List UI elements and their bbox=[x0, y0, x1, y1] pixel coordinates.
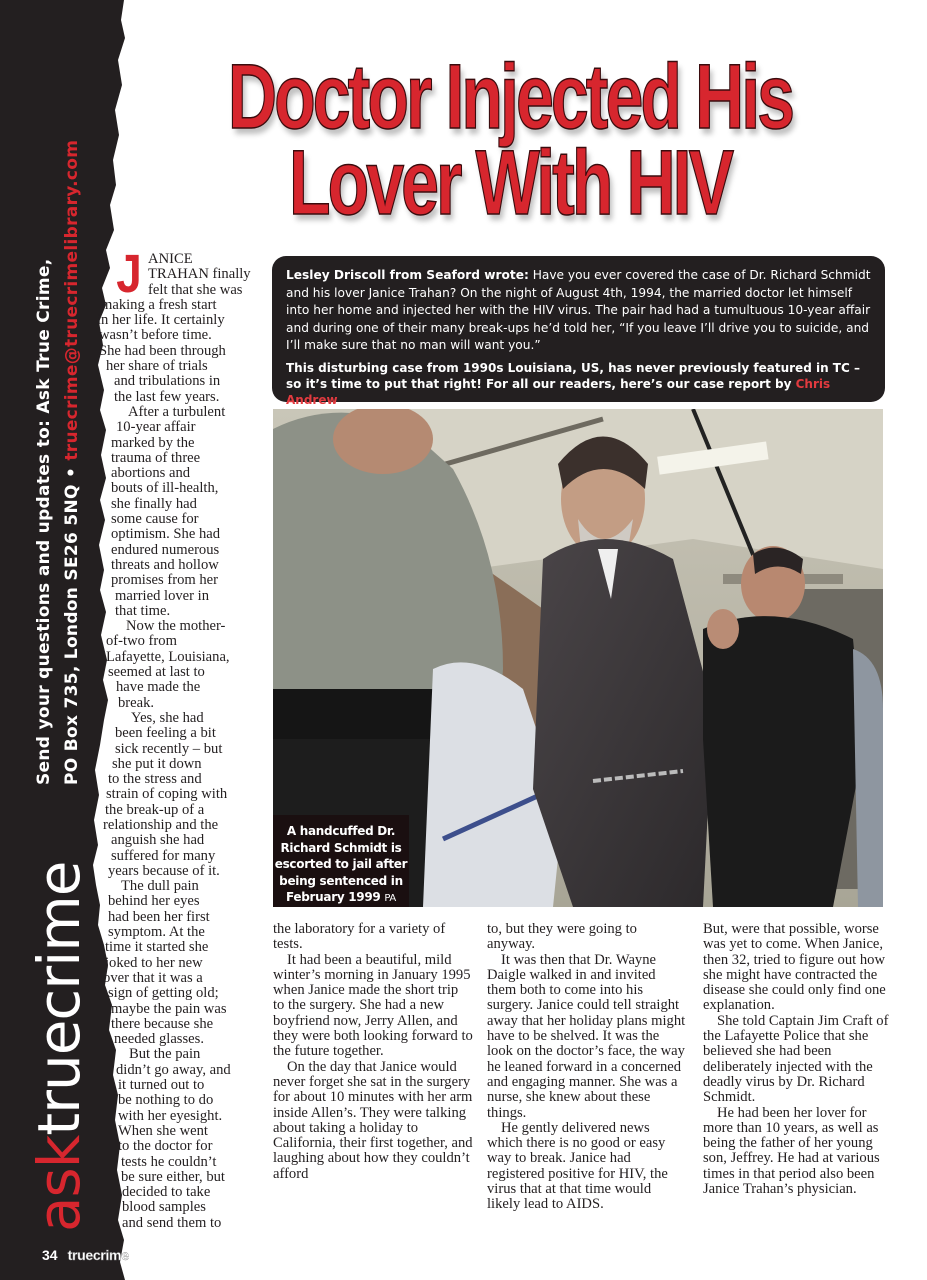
paragraph: On the day that Janice would never forget she sat in the surgery for about 10 minutes with her arm inside Allen’s. They were talking about taking a holiday to California, their first together, and laughing about how they couldn’t afford bbox=[273, 1058, 473, 1182]
text-line: blood samples bbox=[122, 1199, 206, 1216]
text-line: she finally had bbox=[111, 495, 197, 512]
text-line: to the doctor for bbox=[118, 1138, 213, 1155]
text-line: had been her first bbox=[108, 908, 210, 925]
text-line: didn’t go away, and bbox=[116, 1061, 231, 1078]
paragraph: It was then that Dr. Wayne Daigle walked in and invited them both to come into his surgery. Janice could tell straight away that her holiday plans might have to be shelved. It was the look on the doctor’s face, the way he leaned forward in a concerned and engaging manner. She was a nurse, she knew about these things. bbox=[487, 951, 686, 1121]
text-line: time it started she bbox=[105, 939, 209, 956]
text-line: be nothing to do bbox=[118, 1092, 214, 1109]
text-line: wasn’t before time. bbox=[99, 327, 212, 344]
text-line: relationship and the bbox=[103, 816, 219, 833]
text-line: suffered for many bbox=[111, 847, 216, 864]
text-line: have made the bbox=[116, 679, 201, 696]
headline-line-2: Lover With HIV bbox=[288, 132, 732, 234]
paragraph: But, were that possible, worse was yet to come. When Janice, then 32, tried to figure out how she might have contracted the disease she could only find one explanation. bbox=[703, 921, 886, 1014]
text-line: ANICE bbox=[148, 251, 193, 267]
page-number: 34 bbox=[42, 1247, 58, 1263]
article-headline bbox=[120, 46, 900, 234]
text-line: But the pain bbox=[129, 1046, 201, 1063]
text-line: endured numerous bbox=[111, 541, 220, 558]
text-line: to the stress and bbox=[108, 771, 202, 788]
text-line: the last few years. bbox=[114, 388, 220, 405]
text-line: behind her eyes bbox=[108, 893, 200, 910]
text-line: joked to her new bbox=[105, 954, 203, 971]
text-line: tests he couldn’t bbox=[121, 1153, 217, 1170]
text-line: After a turbulent bbox=[128, 403, 226, 420]
paragraph: to, but they were going to anyway. bbox=[487, 921, 637, 953]
sidebar-contact-prompt: Send your questions and updates to: Ask True Crime, bbox=[34, 258, 54, 785]
text-line: Now the mother- bbox=[126, 618, 226, 635]
text-line: The dull pain bbox=[121, 878, 199, 895]
article-column-4 bbox=[703, 922, 893, 1197]
asktruecrime-brand bbox=[25, 861, 93, 1232]
paragraph: the laboratory for a variety of tests. bbox=[273, 921, 446, 953]
page-footer bbox=[42, 1247, 129, 1263]
sidebar-contact-address bbox=[62, 140, 82, 785]
text-line: break. bbox=[118, 694, 155, 711]
reader-letter-box bbox=[272, 256, 885, 407]
article-column-1 bbox=[96, 244, 251, 1231]
text-line: sick recently – but bbox=[115, 740, 223, 757]
text-line: trauma of three bbox=[111, 449, 201, 466]
article-column-2 bbox=[273, 922, 473, 1182]
text-line: strain of coping with bbox=[106, 786, 228, 803]
photo-caption bbox=[273, 815, 409, 907]
text-line: Yes, she had bbox=[131, 709, 204, 726]
text-line: She had been through bbox=[99, 342, 226, 359]
text-line: with her eyesight. bbox=[118, 1107, 223, 1124]
reader-letter bbox=[286, 267, 871, 355]
brand-ask: ask bbox=[25, 1135, 93, 1232]
paragraph: He gently delivered news which there is no good or easy way to break. Janice had registered positive for HIV, the virus that at that time would likely lead to AIDS. bbox=[487, 1119, 668, 1213]
text-line: in her life. It certainly bbox=[97, 312, 225, 329]
text-line: When she went bbox=[118, 1122, 208, 1139]
magazine-logo: truecrime bbox=[67, 1247, 129, 1263]
text-line: bouts of ill-health, bbox=[111, 480, 219, 497]
text-line: seemed at last to bbox=[108, 664, 205, 681]
text-line: and send them to bbox=[122, 1214, 222, 1231]
paragraph: It had been a beautiful, mild winter’s morning in January 1995 when Janice made the short trip to the surgery. She had a new boyfriend now, Jerry Allen, and they were both looking forward to the future together. bbox=[273, 951, 473, 1060]
text-line: been feeling a bit bbox=[115, 725, 216, 742]
text-line: optimism. She had bbox=[111, 526, 221, 543]
text-line: years because of it. bbox=[108, 862, 220, 879]
text-line: the break-up of a bbox=[105, 801, 205, 818]
author-byline: Chris Andrew bbox=[286, 376, 831, 407]
text-line: felt that she was bbox=[148, 281, 243, 298]
photo-credit: PA bbox=[384, 893, 396, 904]
headline-line-1: Doctor Injected His bbox=[227, 46, 793, 148]
paragraph: She told Captain Jim Craft of the Lafayette Police that she believed she had been deliberately injected with the deadly virus by Dr. Richard Schmidt. bbox=[703, 1012, 889, 1106]
response-text: This disturbing case from 1990s Louisiana, US, has never previously featured in TC – so it’s time to put that right! For all our readers, here’s our case report by bbox=[286, 360, 860, 391]
text-line: 10-year affair bbox=[116, 419, 196, 436]
letter-writer: Lesley Driscoll from Seaford wrote: bbox=[286, 268, 529, 282]
text-line: marked by the bbox=[111, 434, 195, 451]
letter-text: Have you ever covered the case of Dr. Richard Schmidt and his lover Janice Trahan? On the night of August 4th, 1994, the married doctor let himself into her home and injected her with the HIV virus. The pair had had a tumultuous 10-year affair and during one of their many break-ups he’d told her, “If you leave I’ll drive you to suicide, and I’ll make sure that no man will want you.” bbox=[286, 268, 871, 352]
text-line: Lafayette, Louisiana, bbox=[106, 648, 230, 665]
text-line: decided to take bbox=[122, 1184, 211, 1201]
text-line: lover that it was a bbox=[99, 969, 203, 986]
editor-response bbox=[286, 360, 871, 408]
text-line: TRAHAN finally bbox=[148, 266, 251, 283]
text-line: her share of trials bbox=[106, 358, 208, 375]
text-line: and tribulations in bbox=[114, 373, 221, 390]
text-line: married lover in bbox=[115, 587, 210, 604]
text-line: promises from her bbox=[111, 572, 218, 589]
text-line: some cause for bbox=[111, 511, 199, 528]
text-line: of-two from bbox=[106, 633, 177, 650]
text-line: be sure either, but bbox=[121, 1168, 225, 1185]
drop-cap: J bbox=[116, 244, 142, 304]
text-line: it turned out to bbox=[118, 1077, 205, 1094]
caption-text: A handcuffed Dr. Richard Schmidt is escorted to jail after being sentenced in February 1999 bbox=[274, 824, 408, 904]
text-line: sign of getting old; bbox=[108, 985, 219, 1002]
paragraph: He had been her lover for more than 10 years, as well as being the father of her young son, Jeffrey. He had at various times in that period also been Janice Trahan’s physician. bbox=[703, 1104, 880, 1198]
brand-truecrime: truecrime bbox=[25, 861, 93, 1136]
text-line: she put it down bbox=[112, 755, 202, 772]
text-line: anguish she had bbox=[111, 832, 205, 849]
text-line: maybe the pain was bbox=[111, 1000, 227, 1017]
text-line: that time. bbox=[115, 602, 171, 619]
text-line: making a fresh start bbox=[101, 296, 217, 313]
text-line: symptom. At the bbox=[108, 924, 205, 941]
sidebar-email-link[interactable]: truecrime@truecrimelibrary.com bbox=[62, 139, 82, 461]
sidebar-text-area bbox=[0, 0, 110, 1280]
text-line: threats and hollow bbox=[111, 556, 219, 573]
text-line: there because she bbox=[111, 1015, 214, 1032]
sidebar-postal-address: PO Box 735, London SE26 5NQ • bbox=[62, 460, 82, 785]
text-line: needed glasses. bbox=[114, 1031, 204, 1048]
article-column-3 bbox=[487, 922, 687, 1213]
text-line: abortions and bbox=[111, 465, 191, 482]
